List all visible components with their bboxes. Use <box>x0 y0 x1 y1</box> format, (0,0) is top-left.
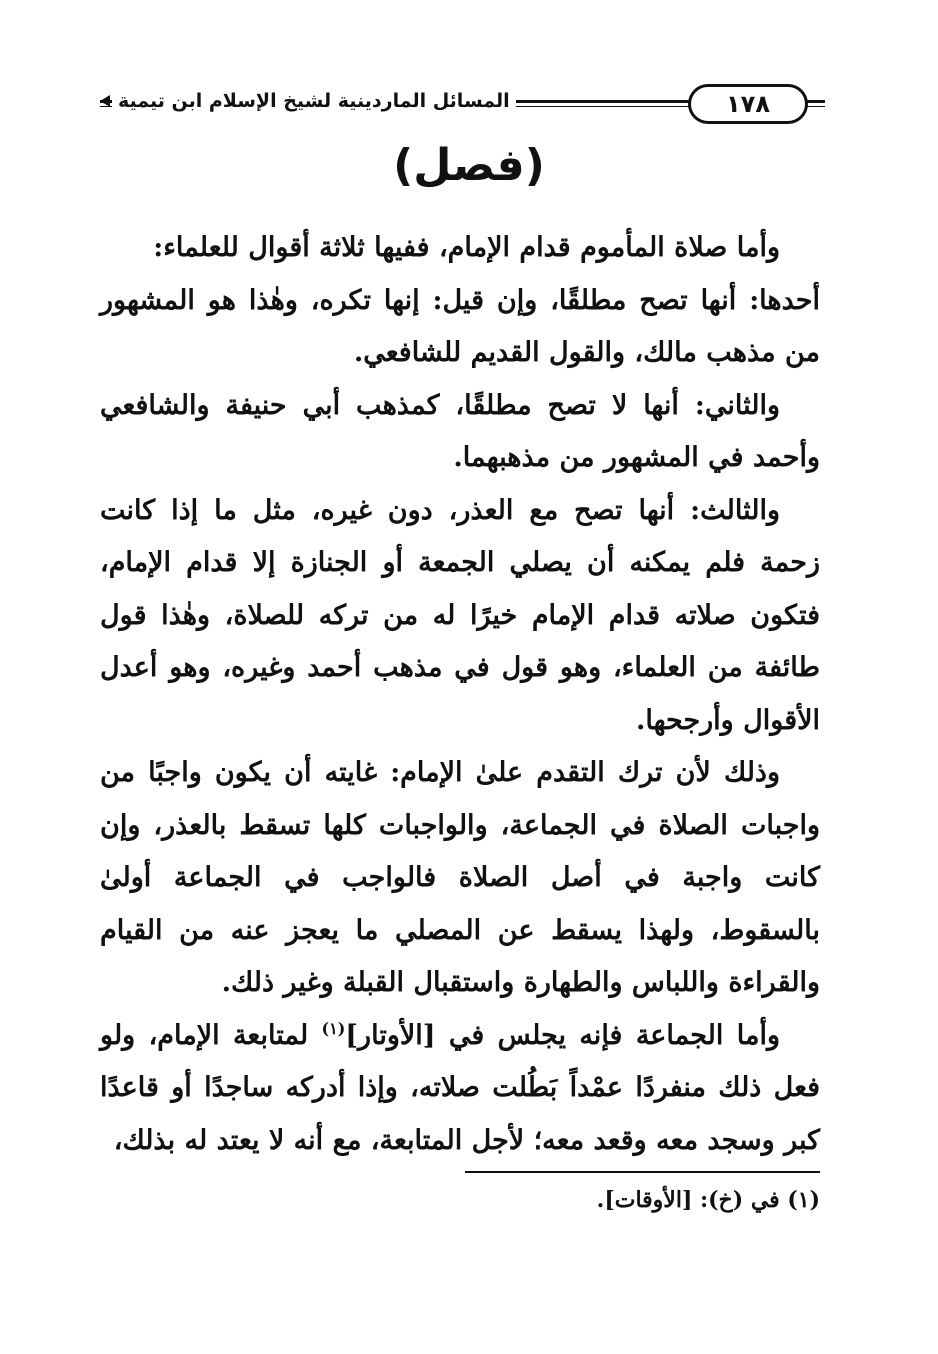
paragraph: والثالث: أنها تصح مع العذر، دون غيره، مثل ما إذا كانت زحمة فلم يمكنه أن يصلي الجمعة أو الجنازة إلا قدام الإمام، فتكون صلاته قدام الإمام خيرًا له من تركه للصلاة، وهٰذا قول طائفة من العلماء، وهو قول في مذهب أحمد وغيره، وهو أعدل الأقوال وأرجحها. <box>100 494 820 736</box>
paragraph: وأما صلاة المأموم قدام الإمام، ففيها ثلاثة أقوال للعلماء: <box>153 232 780 263</box>
page-header <box>100 78 825 128</box>
paragraph-text: لمتابعة الإمام، ولو فعل ذلك منفردًا عمْداً بَطُلت صلاته، وإذا أدركه ساجدًا أو قاعدًا كبر وسجد معه وقعد معه؛ لأجل المتابعة، مع أنه لا يعتد له بذلك، <box>100 1019 820 1156</box>
running-title: المسائل الماردينية لشيخ الإسلام ابن تيمية <box>112 86 516 116</box>
page-number: ١٧٨ <box>688 84 808 124</box>
footnote-separator <box>465 1171 820 1173</box>
section-title: (فصل) <box>393 140 545 191</box>
paragraph-text: وأما الجماعة فإنه يجلس في [الأوتار] <box>345 1019 780 1051</box>
paragraph: وذلك لأن ترك التقدم علىٰ الإمام: غايته أن يكون واجبًا من واجبات الصلاة في الجماعة، والواجبات كلها تسقط بالعذر، وإن كانت واجبة في أصل الصلاة فالواجب في الجماعة أولىٰ بالسقوط، ولهذا يسقط عن المصلي ما يعجز عنه من القيام والقراءة واللباس والطهارة واستقبال القبلة وغير ذلك. <box>100 757 820 998</box>
body-text <box>100 222 820 1167</box>
footnote: (١) في (خ): [الأوقات]. <box>596 1187 820 1213</box>
paragraph: والثاني: أنها لا تصح مطلقًا، كمذهب أبي حنيفة والشافعي وأحمد في المشهور من مذهبهما. <box>100 389 820 473</box>
header-ornament-icon <box>100 91 110 111</box>
footnote-reference: (١) <box>321 1018 346 1038</box>
paragraph: أحدها: أنها تصح مطلقًا، وإن قيل: إنها تكره، وهٰذا هو المشهور من مذهب مالك، والقول القديم للشافعي. <box>100 284 820 368</box>
paragraph <box>100 1010 820 1168</box>
